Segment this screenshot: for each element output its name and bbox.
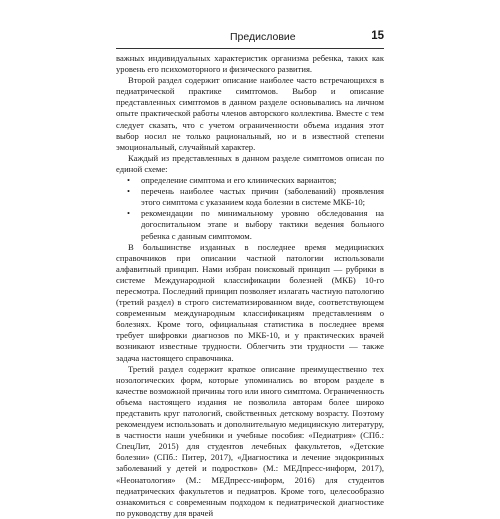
paragraph-second-section: Второй раздел содержит описание наиболее часто встречающихся в педиатрической практике симптомов. Выбор и описание представленных симптомов в данном разделе основывались на личном опыте практической работы членов авторского коллектива. Вместе с тем следует сказать, что с учетом ограниченности объема издания этот выбор носил не только рациональный, но и в известной степени эмоциональный, случайный характер. — [116, 75, 384, 152]
header-rule — [116, 48, 384, 49]
bullet-icon: • — [127, 208, 131, 219]
bullet-icon: • — [127, 175, 131, 186]
bullet-icon: • — [127, 186, 131, 197]
list-item — [116, 208, 384, 241]
body-text — [116, 53, 384, 519]
list-item-text: рекомендации по минимальному уровню обследования на догоспитальном этапе и выбору тактики ведения больного ребенка с данным симптомом. — [141, 208, 384, 241]
running-title: Предисловие — [230, 31, 296, 43]
paragraph-classification: В большинстве изданных в последнее время медицинских справочников при описании частной патологии использовали алфавитный принцип. Нами избран поисковый принцип — рубрики в системе Международной классификации болезней (МКБ) 10-го пересмотра. Последний принцип позволяет излагать частную патологию (третий раздел) в строго систематизированном виде, соответствующем современным международным классификациям представлениям о болезнях. Кроме того, официальная статистика в последнее время требует шифровки диагнозов по МКБ-10, и у практических врачей возникают известные трудности. Облегчить эти трудности — также задача настоящего справочника. — [116, 241, 384, 363]
page-number: 15 — [371, 30, 384, 42]
list-item — [116, 175, 384, 186]
running-header — [116, 30, 384, 46]
paragraph-third-section: Третий раздел содержит краткое описание преимущественно тех нозологических форм, которые упоминались во втором разделе в качестве возможной причины того или иного симптома. Ограниченность объема настоящего издания не позволила авторам более широко представить круг патологий, свойственных детскому возрасту. Поэтому рекомендуем использовать и дополнительную медицинскую литературу, в частности наши учебники и учебные пособия: «Педиатрия» (СПб.: СпецЛит, 2015) для студентов лечебных факультетов, «Детские болезни» (СПб.: Питер, 2017), «Диагностика и лечение эндокринных заболеваний у детей и подростков» (М.: МЕДпресс-информ, 2017), «Неонатология» (М.: МЕДпресс-информ, 2016) для студентов педиатрических факультетов и педиатров. Кроме того, целесообразно ознакомиться с современным подходом к педиатрической диагностике по руководству для врачей — [116, 363, 384, 518]
paragraph-continuation: важных индивидуальных характеристик организма ребенка, таких как уровень его психомоторного и физического развития. — [116, 53, 384, 75]
paragraph-scheme-intro: Каждый из представленных в данном разделе симптомов описан по единой схеме: — [116, 152, 384, 174]
list-item — [116, 186, 384, 208]
list-item-text: перечень наиболее частых причин (заболеваний) проявления этого симптома с указанием кода болезни в системе МКБ-10; — [141, 186, 384, 208]
scheme-list — [116, 175, 384, 242]
list-item-text: определение симптома и его клинических вариантов; — [141, 175, 337, 186]
